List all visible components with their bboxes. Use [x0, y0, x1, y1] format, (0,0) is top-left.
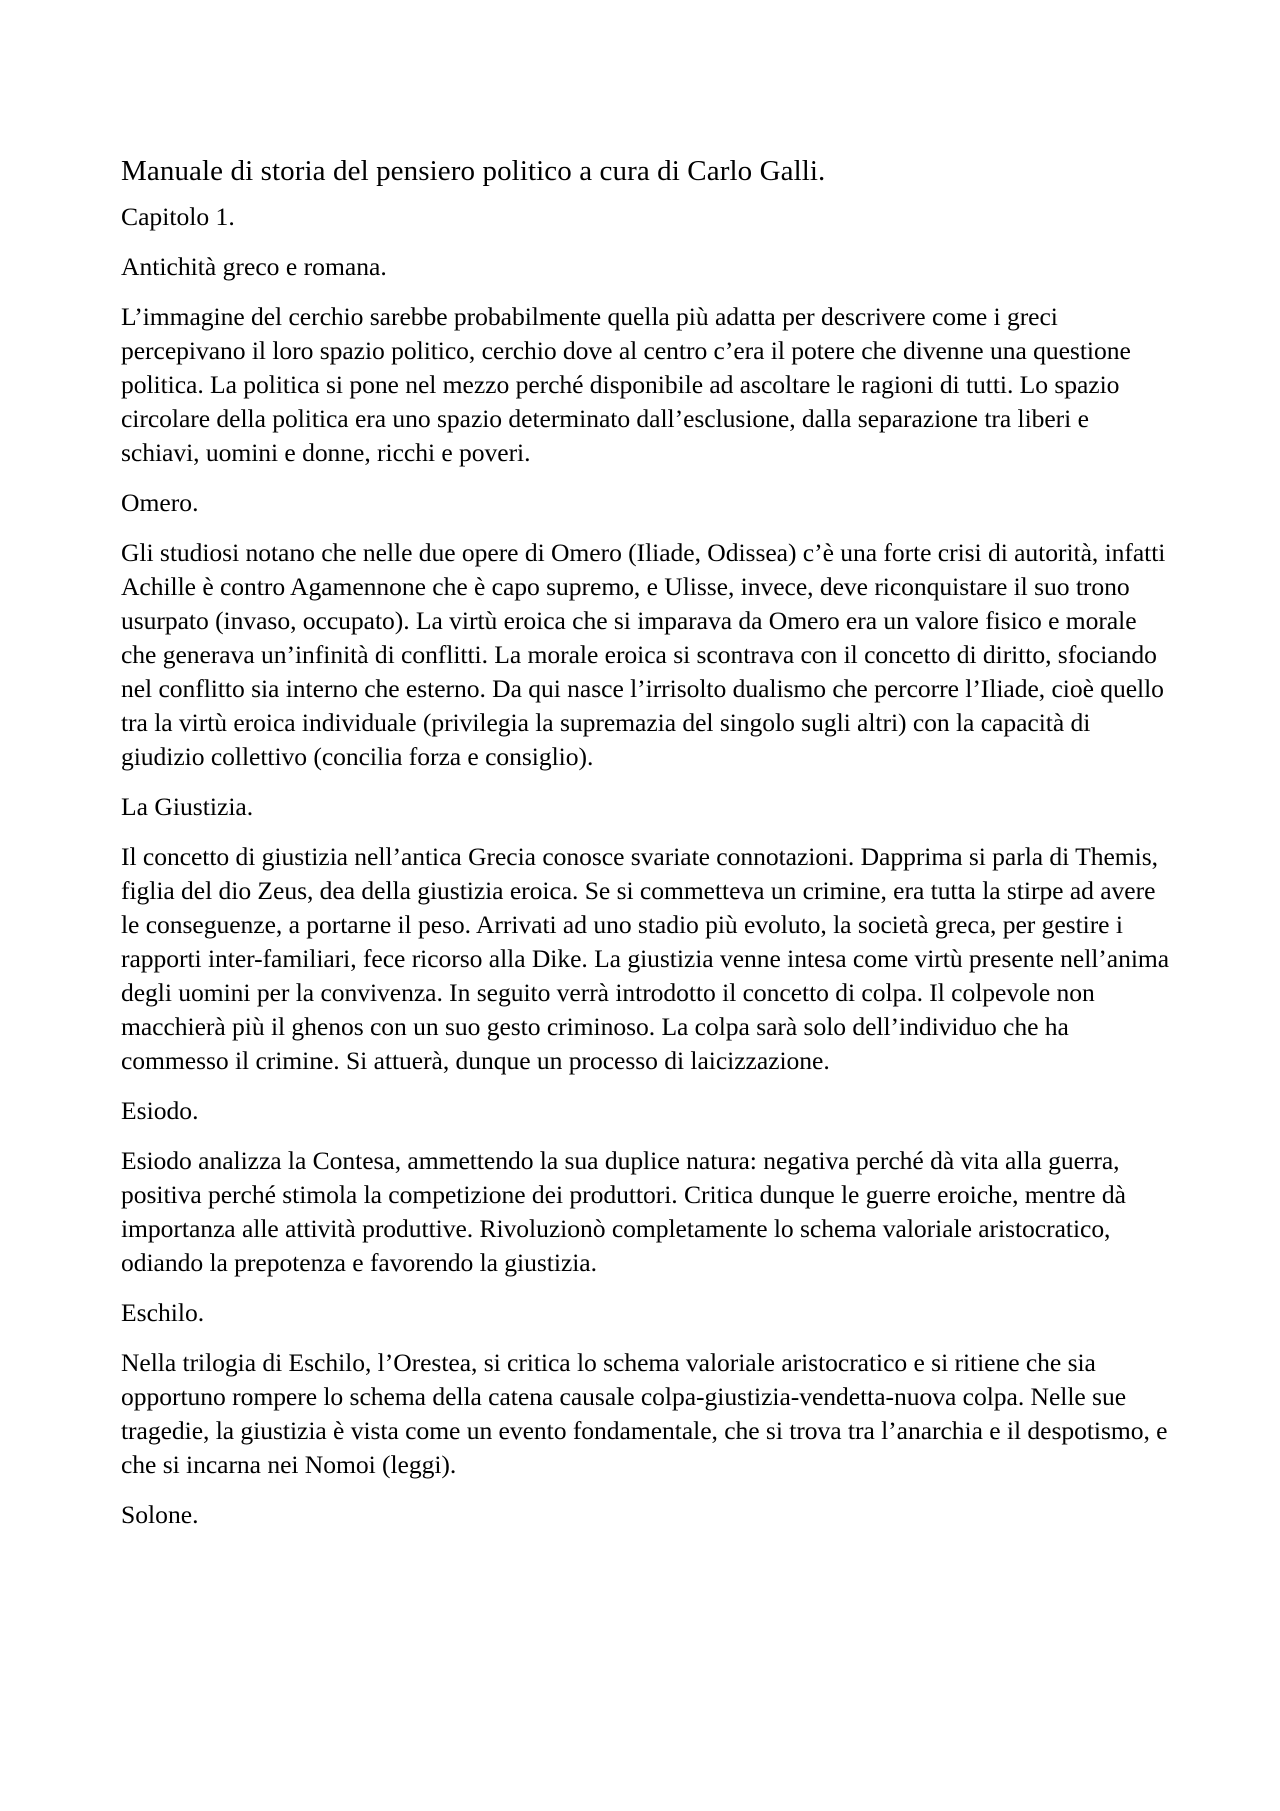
paragraph-omero: Gli studiosi notano che nelle due opere di Omero (Iliade, Odissea) c’è una forte crisi di autorità, infatti Achille è contro Agamennone che è capo supremo, e Ulisse, invece, deve riconquistare il suo trono usurpato (invaso, occupato). La virtù eroica che si imparava da Omero era un valore fisico e morale che generava un’infinità di conflitti. La morale eroica si scontrava con il concetto di diritto, sfociando nel conflitto sia interno che esterno. Da qui nasce l’irrisolto dualismo che percorre l’Iliade, cioè quello tra la virtù eroica individuale (privilegia la supremazia del singolo sugli altri) con la capacità di giudizio collettivo (concilia forza e consiglio).	[121, 538, 1166, 771]
paragraph-giustizia: Il concetto di giustizia nell’antica Grecia conosce svariate connotazioni. Dapprima si parla di Themis, figlia del dio Zeus, dea della giustizia eroica. Se si commetteva un crimine, era tutta la stirpe ad avere le conseguenze, a portarne il peso. Arrivati ad uno stadio più evoluto, la società greca, per gestire i rapporti inter-familiari, fece ricorso alla Dike. La giustizia venne intesa come virtù presente nell’anima degli uomini per la convivenza. In seguito verrà introdotto il concetto di colpa. Il colpevole non macchierà più il ghenos con un suo gesto criminoso. La colpa sarà solo dell’individuo che ha commesso il crimine. Si attuerà, dunque un processo di laicizzazione.	[121, 842, 1170, 1075]
chapter-heading: Capitolo 1.	[121, 202, 235, 231]
section-heading-giustizia: La Giustizia.	[121, 792, 254, 821]
paragraph-cerchio: L’immagine del cerchio sarebbe probabilmente quella più adatta per descrivere come i greci percepivano il loro spazio politico, cerchio dove al centro c’era il potere che divenne una questione politica. La politica si pone nel mezzo perché disponibile ad ascoltare le ragioni di tutti. Lo spazio circolare della politica era uno spazio determinato dall’esclusione, dalla separazione tra liberi e schiavi, uomini e donne, ricchi e poveri.	[121, 302, 1131, 467]
section-heading-esiodo: Esiodo.	[121, 1096, 199, 1125]
document-page	[121, 150, 1171, 1548]
paragraph-eschilo: Nella trilogia di Eschilo, l’Orestea, si critica lo schema valoriale aristocratico e si ritiene che sia opportuno rompere lo schema della catena causale colpa-giustizia-vendetta-nuova colpa. Nelle sue tragedie, la giustizia è vista come un evento fondamentale, che si trova tra l’anarchia e il despotismo, e che si incarna nei Nomoi (leggi).	[121, 1348, 1168, 1479]
document-title: Manuale di storia del pensiero politico a cura di Carlo Galli.	[121, 155, 826, 187]
section-heading-eschilo: Eschilo.	[121, 1298, 205, 1327]
section-heading-omero: Omero.	[121, 488, 199, 517]
paragraph-esiodo: Esiodo analizza la Contesa, ammettendo la sua duplice natura: negativa perché dà vita alla guerra, positiva perché stimola la competizione dei produttori. Critica dunque le guerre eroiche, mentre dà importanza alle attività produttive. Rivoluzionò completamente lo schema valoriale aristocratico, odiando la prepotenza e favorendo la giustizia.	[121, 1146, 1126, 1277]
section-heading-antichita: Antichità greco e romana.	[121, 252, 387, 281]
section-heading-solone: Solone.	[121, 1500, 199, 1529]
